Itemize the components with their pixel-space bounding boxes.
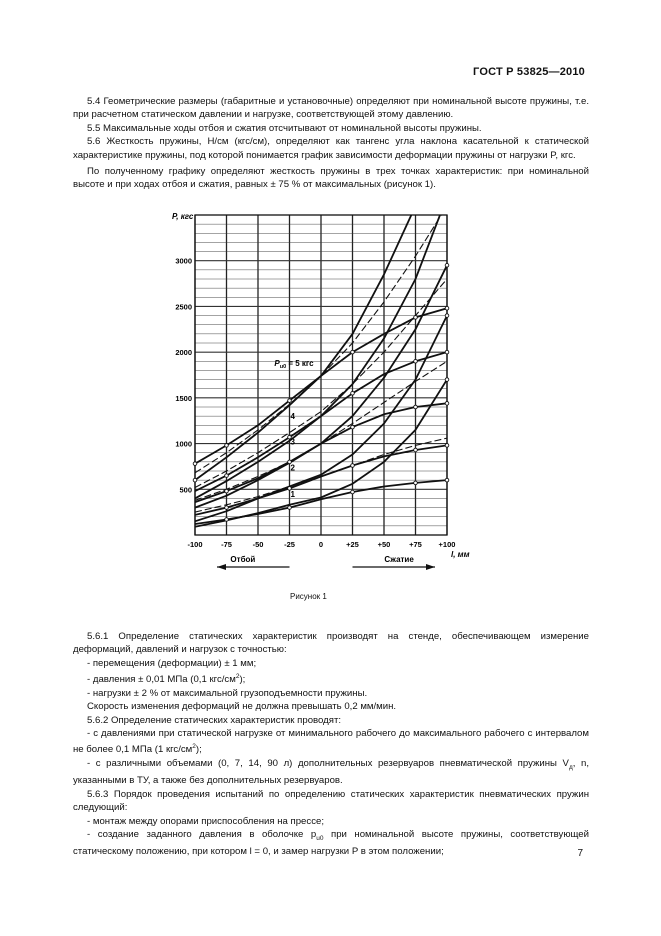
data-point [445,314,449,318]
data-point [288,399,292,403]
bullet-pressure: - давления ± 0,01 МПа (0,1 кгс/$см^2$); [87,673,246,686]
data-point [288,506,292,510]
data-point [351,391,355,395]
paragraph-graph-note: По полученному графику определяют жесткость пружины в трех точках характеристик: при номинальной высоте и при ходах отбоя и сжатия, равных ± 75 % от максимальных (рисунок 1). [73,166,589,191]
top-text-block [73,95,589,192]
data-point [445,378,449,382]
paragraph-speed: Скорость изменения деформаций не должна превышать 0,2 мм/мин. [87,701,397,713]
figure-1 [160,205,470,585]
y-tick-label: 2500 [175,302,192,312]
paragraph-5-6-3: 5.6.3 Порядок проведения испытаний по определению статических характеристик пневматических пружин следующий: [73,788,589,814]
data-point [414,405,418,409]
y-tick-label: 1000 [175,439,192,449]
rebound-arrow-head [217,564,226,570]
data-point [351,464,355,468]
data-point [445,444,449,448]
data-point [414,448,418,452]
curve-number-label: 2 [290,463,295,473]
spring-characteristic-chart [160,205,470,585]
paragraph-5-6-1: 5.6.1 Определение статических характеристик производят на стенде, обеспечивающем измерение деформаций, давлений и нагрузок с точностью: [73,631,589,656]
data-point [414,359,418,363]
standard-header: ГОСТ Р 53825—2010 [473,66,585,78]
data-point [351,350,355,354]
data-point [225,506,229,510]
bullet-pressures-range: - с давлениями при статической нагрузке от минимального рабочего до максимального рабочего с интервалом не более 0,1 МПа (1 кгс/$см^2$); [73,728,589,756]
data-point [225,474,229,478]
data-point [351,425,355,429]
paragraph-5-6-2: 5.6.2 Определение статических характеристик проводят: [87,714,341,726]
bullet-displacement: - перемещения (деформации) ± 1 мм; [87,657,257,669]
x-tick-label: -75 [221,540,232,549]
curve-number-label: 3 [290,437,295,447]
data-point [445,402,449,406]
pressure-label: $P_{u0} = 5$ кгс [274,358,314,370]
data-point [351,490,355,494]
data-point [445,263,449,267]
y-axis-label: P, кгс [172,212,194,221]
data-point [225,518,229,522]
bullet-mounting: - монтаж между опорами приспособления на прессе; [87,815,324,827]
data-point [193,478,197,482]
paragraph-5-5: 5.5 Максимальные ходы отбоя и сжатия отсчитывают от номинальной высоты пружины. [87,122,482,134]
curve-number-label: 1 [290,489,295,499]
x-axis-label: l, мм [451,550,470,559]
paragraph-5-4: 5.4 Геометрические размеры (габаритные и установочные) определяют при номинальной высоте пружины, т.е. при расчетном статическом давлении и нагрузке, соответствующей этому давлению. [73,96,589,121]
page-number: 7 [577,848,583,859]
y-tick-label: 500 [179,485,192,495]
data-point [225,444,229,448]
compression-arrow-head [426,564,435,570]
x-tick-label: 0 [318,540,324,549]
x-tick-label: -25 [284,540,295,549]
x-tick-label: +50 [377,540,391,549]
x-tick-label: -100 [187,540,203,549]
data-point [414,316,418,320]
figure-caption: Рисунок 1 [290,592,327,601]
data-point [445,478,449,482]
bullet-load: - нагрузки ± 2 % от максимальной грузоподъемности пружины. [87,687,368,699]
x-tick-label: +75 [409,540,422,549]
x-tick-label: +100 [438,540,456,549]
x-tick-label: -50 [252,540,264,549]
bullet-pressure-setting: - создание заданного давления в оболочке $p_{u0}$ при номинальной высоте пружины, соответствующей статическому положению, при котором l = 0, и замер нагрузки P в этом положении; [73,828,589,858]
curve-number-label: 4 [290,412,295,422]
paragraph-5-6: 5.6 Жесткость пружины, Н/см (кгс/см), определяют как тангенс угла наклона касательной к статической характеристике пружины, под которой понимается график зависимости деформации пружины от нагрузки P, кгс. [73,136,589,161]
y-tick-label: 3000 [175,256,192,266]
bottom-text-block [73,630,589,859]
y-tick-label: 1500 [175,393,192,403]
y-tick-label: 2000 [175,348,192,358]
data-point [193,462,197,466]
data-point [445,306,449,310]
compression-label: Сжатие [384,555,414,564]
rebound-label: Отбой [230,555,256,564]
data-point [414,481,418,485]
data-point [445,350,449,354]
x-tick-label: +25 [346,540,359,549]
data-point [225,489,229,493]
bullet-volumes: - с различными объемами (0, 7, 14, 90 л) дополнительных резервуаров пневматической пружины $V_д$, n, указанными в ТУ, а также без дополнительных резервуаров. [73,758,589,787]
